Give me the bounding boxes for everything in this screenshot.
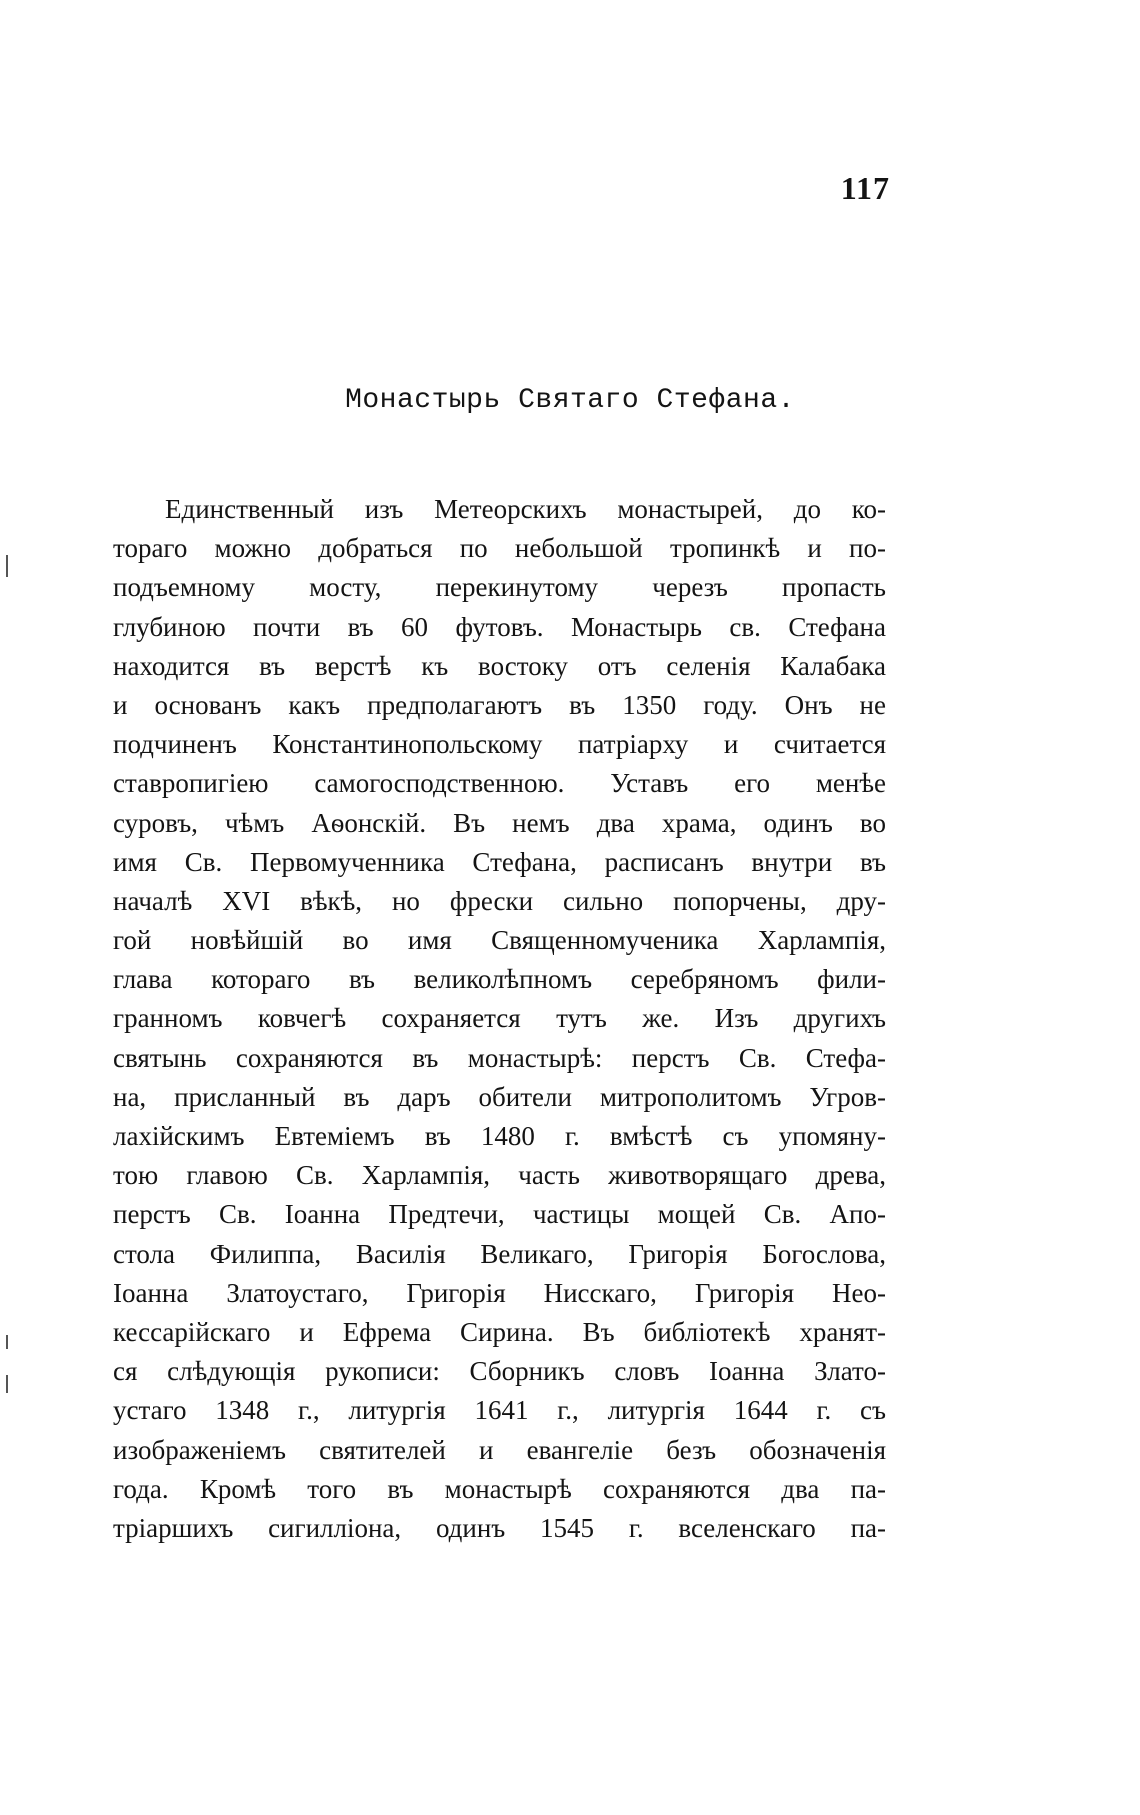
text-line: находится въ верстѣ къ востоку отъ селенія Калабака	[113, 650, 886, 681]
text-line: гой новѣйшій во имя Священномученика Харлампія,	[113, 925, 886, 956]
text-line: тою главою Св. Харлампія, часть животворящаго древа,	[113, 1160, 886, 1191]
text-line: тріаршихъ сигилліона, одинъ 1545 г. вселенскаго па-	[113, 1512, 886, 1543]
text-line: Единственный изъ Метеорскихъ монастырей, до ко-	[165, 494, 886, 524]
text-line: ся слѣдующія рукописи: Сборникъ словъ Іоанна Злато-	[113, 1356, 886, 1387]
scan-edge-mark	[6, 1335, 8, 1349]
scan-edge-mark	[6, 555, 8, 577]
text-line: суровъ, чѣмъ Аѳонскій. Въ немъ два храма, одинъ во	[113, 807, 886, 838]
text-line: перстъ Св. Іоанна Предтечи, частицы мощей Св. Апо-	[113, 1199, 886, 1230]
section-heading: Монастырь Святаго Стефана.	[345, 385, 795, 416]
text-line: и основанъ какъ предполагаютъ въ 1350 году. Онъ не	[113, 689, 886, 720]
text-line: гранномъ ковчегѣ сохраняется тутъ же. Изъ другихъ	[113, 1003, 886, 1034]
text-line: подчиненъ Константинопольскому патріарху и считается	[113, 729, 886, 760]
text-line: святынь сохраняются въ монастырѣ: перстъ Св. Стефа-	[113, 1042, 886, 1073]
scan-edge-mark	[6, 1375, 8, 1393]
body-paragraph	[113, 490, 886, 1548]
text-line: устаго 1348 г., литургія 1641 г., литургія 1644 г. съ	[113, 1395, 886, 1426]
text-line: тораго можно добраться по небольшой тропинкѣ и по-	[113, 533, 886, 564]
text-line: кессарійскаго и Ефрема Сирина. Въ библіотекѣ хранят-	[113, 1316, 886, 1347]
text-line: на, присланный въ даръ обители митрополитомъ Угров-	[113, 1081, 886, 1112]
page-number: 117	[840, 170, 890, 206]
text-line: ставропигіею самогосподственною. Уставъ его менѣе	[113, 768, 886, 799]
text-line: подъемному мосту, перекинутому черезъ пропасть	[113, 572, 886, 603]
text-line: стола Филиппа, Василія Великаго, Григорія Богослова,	[113, 1238, 886, 1269]
text-line: Іоанна Златоустаго, Григорія Нисскаго, Григорія Нео-	[113, 1277, 886, 1308]
text-line: лахійскимъ Евтеміемъ въ 1480 г. вмѣстѣ съ упомяну-	[113, 1121, 886, 1151]
text-line: глубиною почти въ 60 футовъ. Монастырь св. Стефана	[113, 611, 886, 642]
text-line: глава котораго въ великолѣпномъ серебряномъ фили-	[113, 964, 886, 995]
text-line: началѣ XVI вѣкѣ, но фрески сильно попорчены, дру-	[113, 885, 886, 916]
text-line: изображеніемъ святителей и евангеліе безъ обозначенія	[113, 1434, 886, 1465]
text-line: имя Св. Первомученника Стефана, расписанъ внутри въ	[113, 846, 886, 877]
text-line: года. Кромѣ того въ монастырѣ сохраняются два па-	[113, 1473, 886, 1504]
